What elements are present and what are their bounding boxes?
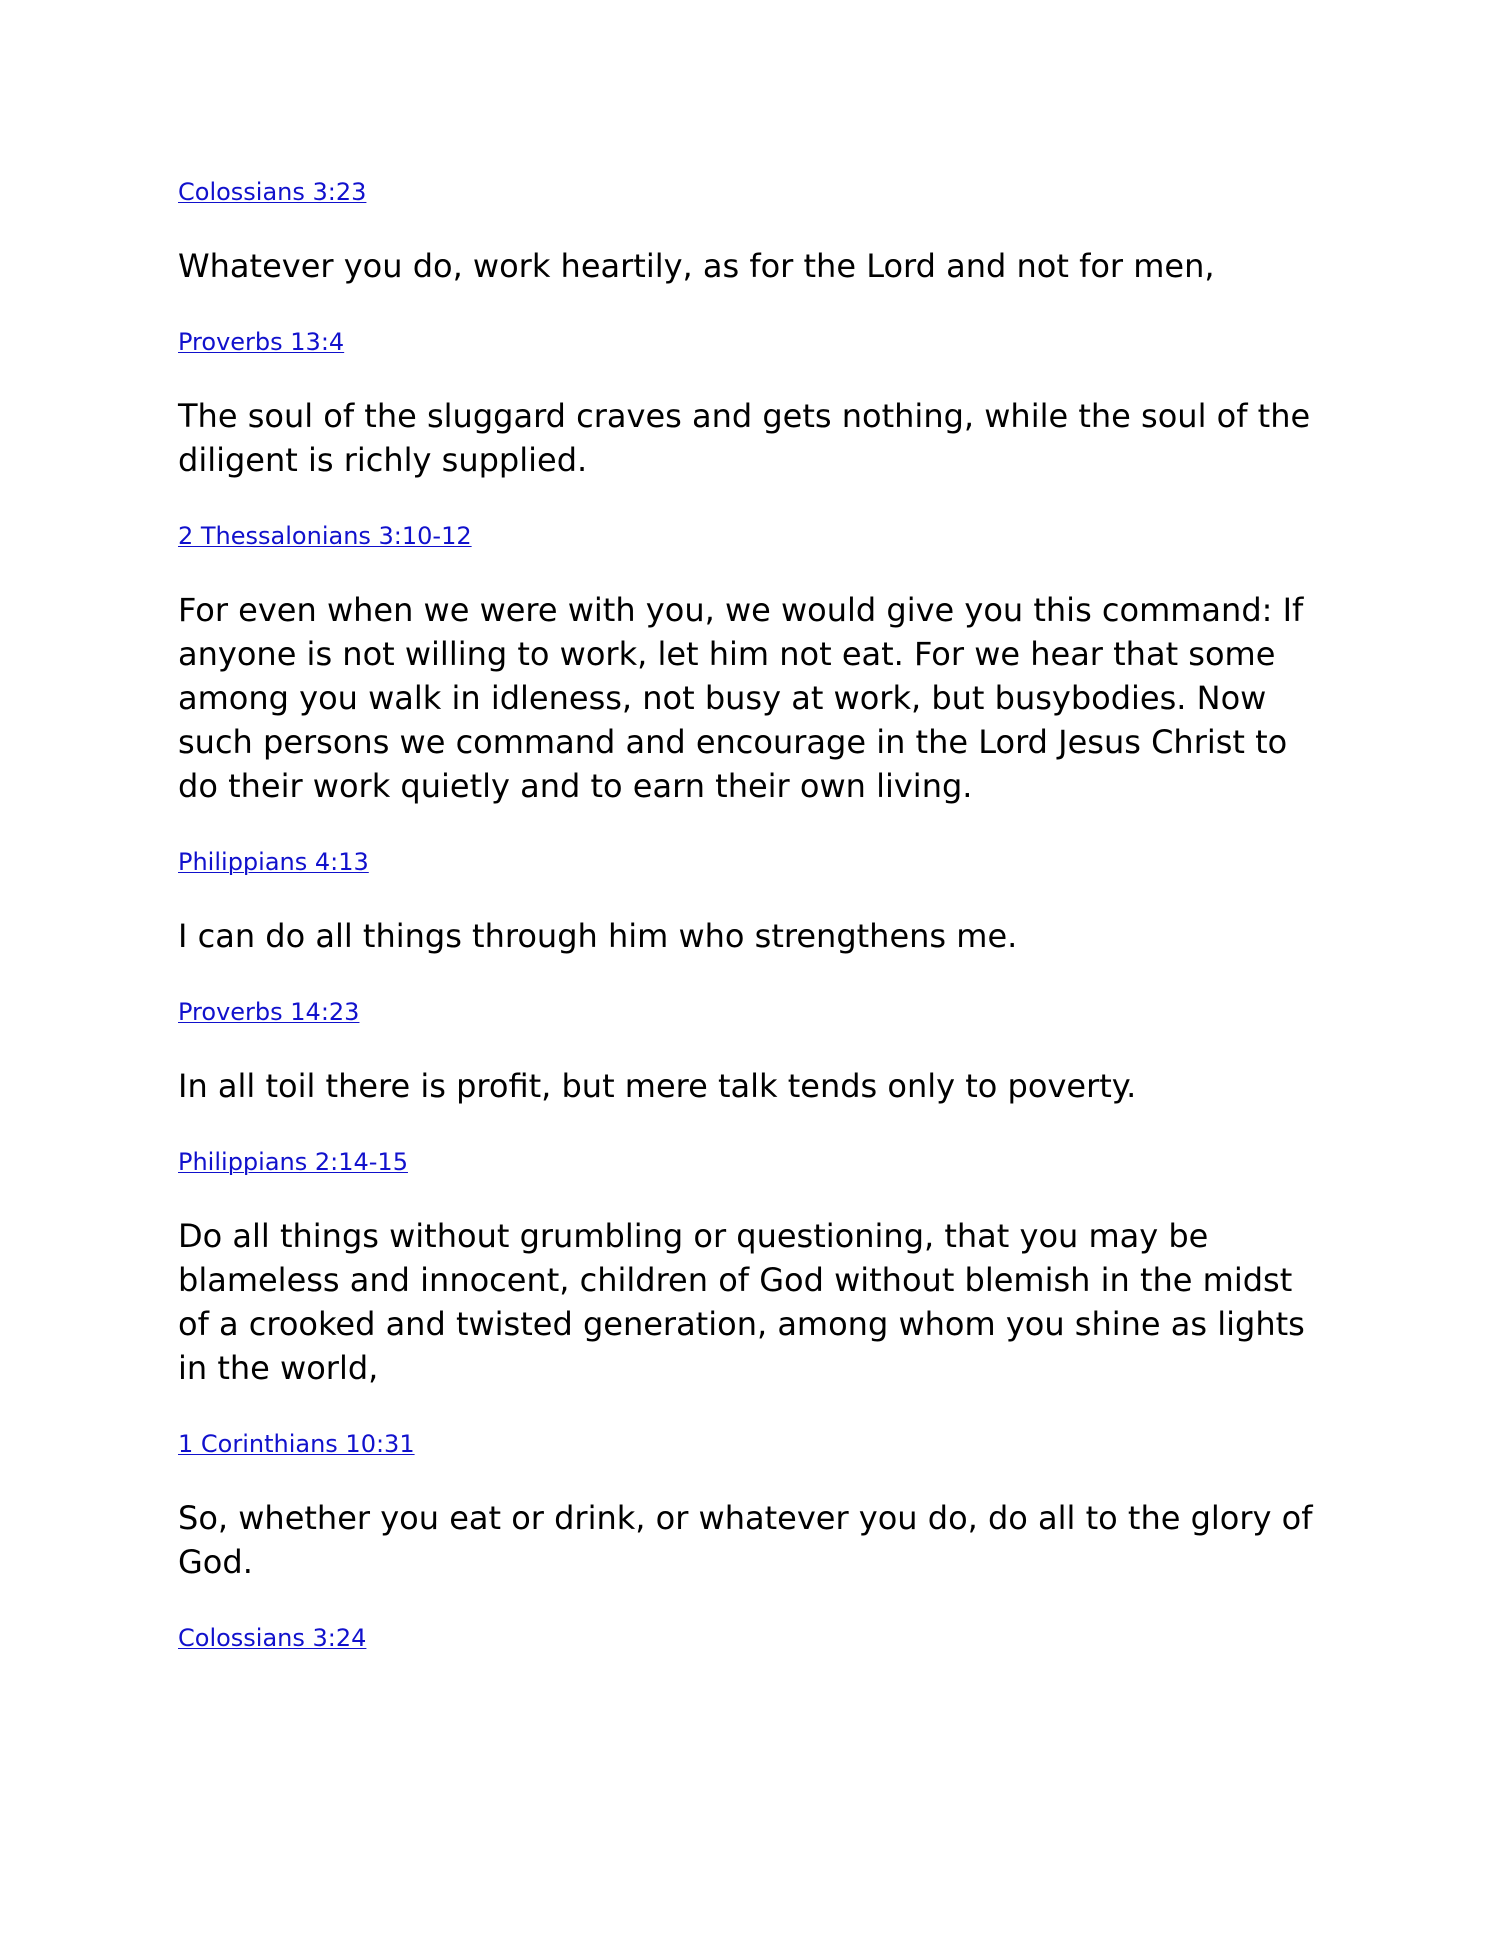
verse-reference-link[interactable]: Colossians 3:23 [178,178,367,206]
verse-reference-link[interactable]: 1 Corinthians 10:31 [178,1430,415,1458]
verse-reference-link[interactable]: Proverbs 14:23 [178,998,360,1026]
verse-text: I can do all things through him who strengthens me. [178,917,1018,955]
verse-reference [178,848,1328,876]
verse-reference [178,328,1328,356]
verse-reference [178,1430,1328,1458]
verse-text: Do all things without grumbling or questioning, that you may be blameless and innocent, children of God without blemish in the midst of a crooked and twisted generation, among whom you shine as lights in the world, [178,1217,1305,1387]
verse-reference-link[interactable]: Colossians 3:24 [178,1624,367,1652]
verse-reference [178,178,1328,206]
verse-reference-link[interactable]: Philippians 2:14-15 [178,1148,408,1176]
verse-reference-link[interactable]: 2 Thessalonians 3:10-12 [178,522,472,550]
verse-text: The soul of the sluggard craves and gets nothing, while the soul of the diligent is richly supplied. [178,397,1311,479]
verse-reference [178,522,1328,550]
verse-reference [178,1148,1328,1176]
verse-reference [178,1624,1328,1652]
verse-text: So, whether you eat or drink, or whatever you do, do all to the glory of God. [178,1499,1313,1581]
verse-text: Whatever you do, work heartily, as for the Lord and not for men, [178,247,1215,285]
verse-text: In all toil there is profit, but mere talk tends only to poverty. [178,1067,1137,1105]
verse-reference-link[interactable]: Proverbs 13:4 [178,328,345,356]
verse-reference-link[interactable]: Philippians 4:13 [178,848,369,876]
verse-reference [178,998,1328,1026]
verse-text: For even when we were with you, we would give you this command: If anyone is not willing to work, let him not eat. For we hear that some among you walk in idleness, not busy at work, but busybodies. Now such persons we command and encourage in the Lord Jesus Christ to do their work quietly and to earn their own living. [178,591,1304,805]
